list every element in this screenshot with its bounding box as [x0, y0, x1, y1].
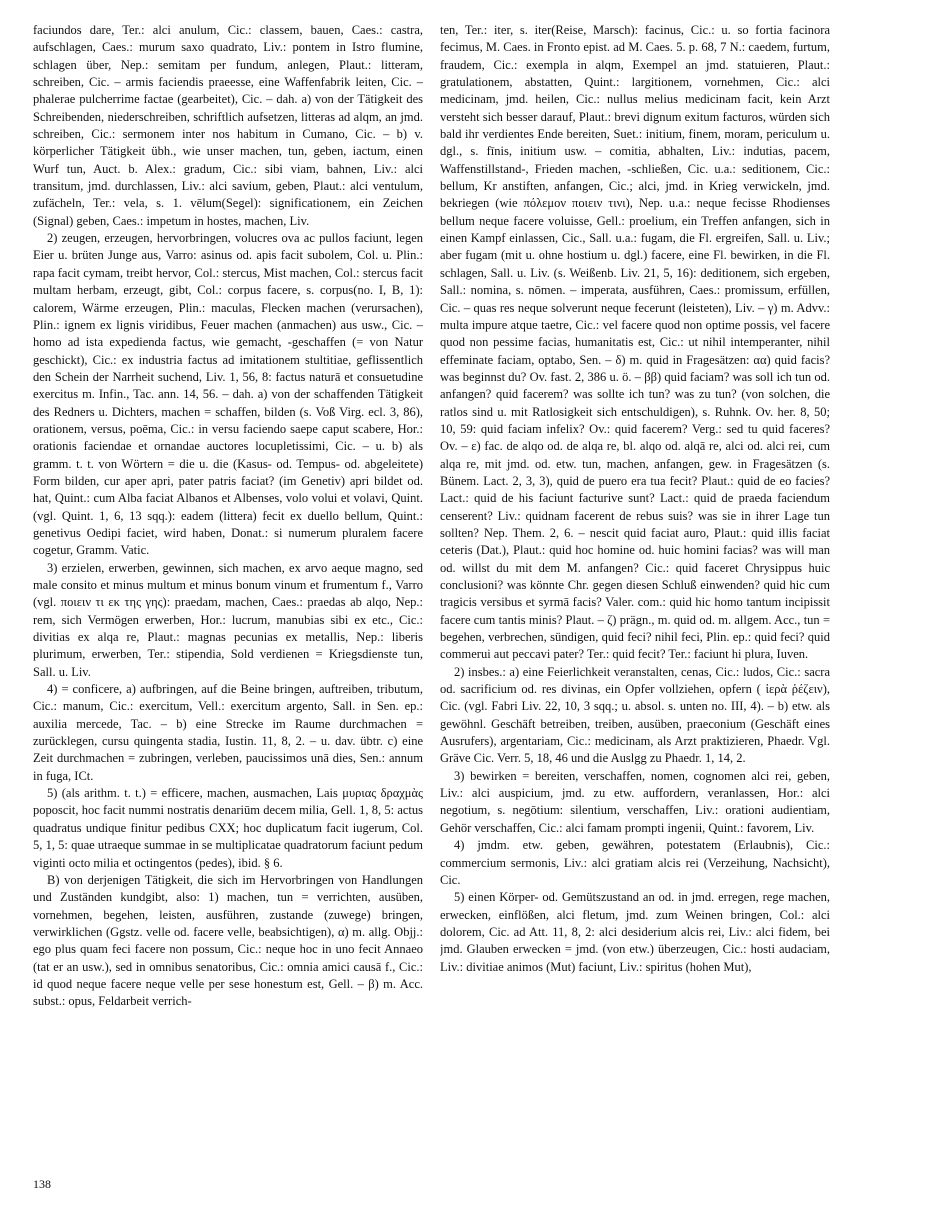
left-para-4: 4) = conficere, a) aufbringen, auf die Beine bringen, auftreiben, tributum, Cic.: manum, Cic.: exercitum, Vell.: exercitum argento, Sall. in Sen. ep.: auxilia mercede, Tac. – b) eine Strecke im Raume durchmachen = zurücklegen, cursu quingenta stadia, Iustin. 11, 8, 2. – u. dav. übtr. c) eine Zeit durchmachen = zubringen, verleben, paucissimos unā dies, Sen.: annum in fuga, ICt. — [33, 682, 423, 783]
right-para-1: ten, Ter.: iter, s. iter(Reise, Marsch): facinus, Cic.: u. so fortia facinora fecimus, M. Caes. in Fronto epist. ad M. Caes. 5. p. 68, 7 N.: caedem, furtum, fraudem, Cic.: exempla in alqm, Exempel an jmd. statuieren, Plaut.: gratulationem, abstatten, Quint.: largitionem, vornehmen, Cic.: alci medicinam, jmd. heilen, Cic.: nullus melius medicinam facit, kein Arzt versteht sich besser darauf, Plaut.: brevi dignum exitum facturos, würden sich bald ihr verdientes Ende bereiten, Suet.: initium, finem, moram, periculum u. dgl., s. fīnis, initium usw. – comitia, abhalten, Liv.: indutias, pacem, Waffenstillstand-, Frieden machen, -schließen, Cic. u.a.: seditionem, Cic.: bellum, Kr anstiften, anfangen, Cic.; alci, jmd. in Krieg verwickeln, jmd. bekriegen (wie πόλεμον ποιειν τινι), Nep. u.a.: neque fecisse Rhodienses bellum neque facere voluisse, Gell.: proelium, ein Treffen anfangen, sich in einen Kampf einlassen, Cic., Sall. u.a.: fugam, die Fl. ergreifen, Sall. u. Liv.; aber fugam (mit u. ohne hostium u. dgl.) facere, eine Fl. bewirken, in die Fl. schlagen, Sall. u. Liv. (s. Weißenb. Liv. 21, 5, 16): deditionem, sich ergeben, Sall.: nomina, s. nōmen. – imperata, ausführen, Caes.: promissum, erfüllen, Cic. – quas res neque solverunt neque fecerunt (leisteten), Liv. – γ) m. Advv.: multa impure atque taetre, Cic.: vel facere quod non optime possis, vel facere quod non pessime facias, humanitatis est, Cic.: ut nihil intemperanter, nihil effeminate faciam, optabo, Sen. – δ) m. quid in Fragesätzen: αα) quid facis? was beginnst du? Ov. fast. 2, 386 u. ö. – ββ) quid faciam? was soll ich tun od. anfangen? quid facerem? was sollte ich tun? was zu tun? (von solchen, die ratlos sind u. mit Ratlosigkeit sich entschuldigen), s. Ruhnk. Ov. her. 8, 50; 10, 59: quid faciam infelix? Ov.: quid facerem? Verg.: sed tu quid faceres? Ov. – ε) fac. de alqo od. de alqa re, bl. alqo od. alqā re, alci od. alci rei, cum alqa re, mit jmd. od. etw. tun, machen, anfangen, gew. in Fragesätzen (s. Bünem. Lact. 2, 3, 3), quid de puero era tua fecit? Plaut.: quid de eo facies? Lact.: quid de his faciunt facturive sunt? Lact.: quid de praeda faciendum censerent? Liv.: quidnam facerent de rebus suis? was sie in ihrer Lage tun sollten? Nep. Them. 2, 6. – nescit quid faciat auro, Plaut.: quid illis faciat ceteris (Dat.), Plaut.: quid hoc homine od. huic homini facias? was will man od. willst du mit dem M. anfangen? Cic.: quid faceret Chrysippus huic conclusioni? was könnte Chr. gegen diesen Schluß einwenden? quid hic cum tragicis versibus et syrmā facis? Valer. com.: quid hic homo tantum incipissit facere cum tantis minis? Plaut. – ζ) prägn., m. quid od. m. allgem. Acc., tun = begehen, verbrechen, sündigen, quid feci? nihil feci, Plin. ep.: quid feci? quid commerui aut peccavi pater? Ter.: quid fecit? Ter.: faciunt hi plura, Iuven. — [440, 23, 830, 662]
left-para-2: 2) zeugen, erzeugen, hervorbringen, volucres ova ac pullos faciunt, legen Eier u. brüten Junge aus, Varro: asinus od. apis facit subolem, Col. u. Plin.: rapa facit cymam, treibt hervor, Col.: stercus, Mist machen, Col.: stercus facit multam herbam, erzeugt, gibt, Col.: corpus facere, s. corpus(no. I, B, 1): calorem, Wärme erzeugen, Plin.: maculas, Flecken machen (verursachen), Plin.: ignem ex lignis viridibus, Feuer machen (anmachen) aus usw., Cic. – homo ad ista expedienda factus, wie gemacht, -geschaffen (= von Natur geschickt), Cic.: ex industria factus ad imitationem stultitiae, geflissentlich den Schein der Narrheit suchend, Liv. 1, 56, 8: factus naturā et consuetudine exercitus m. Infin., Tac. ann. 14, 56. – dah. a) von der schaffenden Tätigkeit des Redners u. Dichters, machen = schaffen, bilden (s. Voß Virg. ecl. 3, 86), orationem, versus, poēma, Cic.: in versu faciendo saepe caput scabere, Hor.: orationis faciendae et ornandae auctores locupletissimi, Cic. – u. b) als gramm. t. t. von Wörtern = die u. die (Kasus- od. Tempus- od. abgeleitete) Form bilden, cur aper apri, pater patris faciat? (im Genetiv) apri bildet od. hat, Quint.: cum Alba faciat Albanos et Albenses, volo volui et volavi, Quint. (vgl. Quint. 1, 6, 13 sqq.): eadem (littera) fecit ex duello bellum, Quint.: genetivus Oedipi faciet, wird haben, Donat.: si numerum pluralem facere cogetur, Gramm. Vatic. — [33, 231, 423, 558]
left-para-5: 5) (als arithm. t. t.) = efficere, machen, ausmachen, Lais μυριας δραχμὰς poposcit, hoc facit nummi nostratis denariūm decem milia, Gell. 1, 8, 5: actus quadratus undique finitur pedibus CXX; hoc duplicatum facit iugerum, Col. 5, 1, 5: quae utraeque summae in se multiplicatae quadratorum faciunt pedum viginti octo milia et octingentos (pedes), ibid. § 6. — [33, 786, 423, 870]
right-para-4: 4) jmdm. etw. geben, gewähren, potestatem (Erlaubnis), Cic.: commercium sermonis, Liv.: alci gratiam alcis rei (Verzeihung, Nachsicht), Cic. — [440, 838, 830, 887]
right-column — [440, 22, 830, 1194]
left-para-1: faciundos dare, Ter.: alci anulum, Cic.: classem, bauen, Caes.: castra, aufschlagen, Caes.: murum saxo quadrato, Liv.: pontem in Istro flumine, schlagen über, Nep.: semitam per fundum, anlegen, Plaut.: litteram, schreiben, Cic. – armis faciendis praeesse, eine Waffenfabrik leiten, Cic. – phalerae pulcherrime factae (gearbeitet), Cic. – dah. a) von der Tätigkeit des Schreibenden, niederschreiben, schriftlich aufsetzen, litteras ad alqm, an jmd. schreiben, Cic.: sermonem inter nos habitum in Cumano, Cic. – b) v. körperlicher Tätigkeit übh., wie unser machen, tun, geben, iactum, einen Wurf tun, Auct. b. Alex.: gradum, Cic.: sibi viam, bahnen, Liv.: alci transitum, jmd. durchlassen, Liv.: alci savium, geben, Plaut.: alci ventulum, zufächeln, Ter.: vela, s. 1. vēlum(Segel): significationem, ein Zeichen (Signal) geben, Caes.: impetum in hostes, machen, Liv. — [33, 23, 423, 228]
left-para-6: B) von derjenigen Tätigkeit, die sich im Hervorbringen von Handlungen und Zuständen kundgibt, also: 1) machen, tun = verrichten, ausüben, vornehmen, begehen, leisten, ausführen, zustande (zuwege) bringen, verwirklichen (Ggstz. velle od. facere velle, beabsichtigen), α) m. allg. Objj.: ego plus quam feci facere non possum, Cic.: neque hoc in uno fecit Annaeo (tat er an usw.), sed in omnibus senatoribus, Cic.: omnia amici causā f., Cic.: id quod neque facere neque velle per sese honestum est, Gell. – β) m. Acc. subst.: opus, Feldarbeit verrich- — [33, 872, 423, 1009]
right-para-2: 2) insbes.: a) eine Feierlichkeit veranstalten, cenas, Cic.: ludos, Cic.: sacra od. sacrificium od. res divinas, ein Opfer vollziehen, opfern ( ἱερὰ ῥέζειν), Cic. (vgl. Fabri Liv. 22, 10, 3 sqq.; u. absol. s. unten no. III, 4). – b) etw. als gewöhnl. Geschäft betreiben, treiben, ausüben, praeconium (Geschäft eines Ausrufers), argentariam, Cic.: medicinam, als Arzt praktizieren, Phaedr. Vgl. Gräve Cic. Verr. 5, 18, 46 und die Auslgg zu Phaedr. 1, 14, 2. — [440, 664, 830, 766]
left-para-3: 3) erzielen, erwerben, gewinnen, sich machen, ex arvo aeque magno, sed male consito et minus multum et minus bonum vinum et frumentum f., Varro (vgl. ποιειν τι εκ της γης): praedam, machen, Caes.: praedas ab alqo, Nep.: rem, sich Vermögen erwerben, Hor.: lucrum, manubias sibi ex etc., Cic.: divitias ex alqa re, Plaut.: magnas pecunias ex metallis, Nep.: liberis plurimum, erwerben, Ter.: stipendia, Sold verdienen = Kriegsdienste tun, Sall. u. Liv. — [33, 560, 423, 679]
right-para-3: 3) bewirken = bereiten, verschaffen, nomen, cognomen alci rei, geben, Liv.: alci auspicium, jmd. zu etw. auffordern, veranlassen, Hor.: alci negotium, s. negōtium: silentium, verschaffen, Liv.: orationi audientiam, Gehör verschaffen, Cic.: alci famam prompti ingenii, Quint.: favorem, Liv. — [440, 768, 830, 835]
page-number: 138 — [33, 1177, 51, 1191]
right-para-5: 5) einen Körper- od. Gemütszustand an od. in jmd. erregen, rege machen, erwecken, einflößen, alci fletum, jmd. zum Weinen bringen, Col.: alci dolorem, Cic. ad Att. 11, 8, 2: alci desiderium alcis rei, Liv.: alci fidem, bei jmd. Glauben erwecken = jmd. (von etw.) überzeugen, Cic.: hosti audaciam, Liv.: divitiae animos (Mut) faciunt, Liv.: spiritus (hohen Mut), — [440, 890, 830, 974]
left-column — [33, 22, 423, 1190]
